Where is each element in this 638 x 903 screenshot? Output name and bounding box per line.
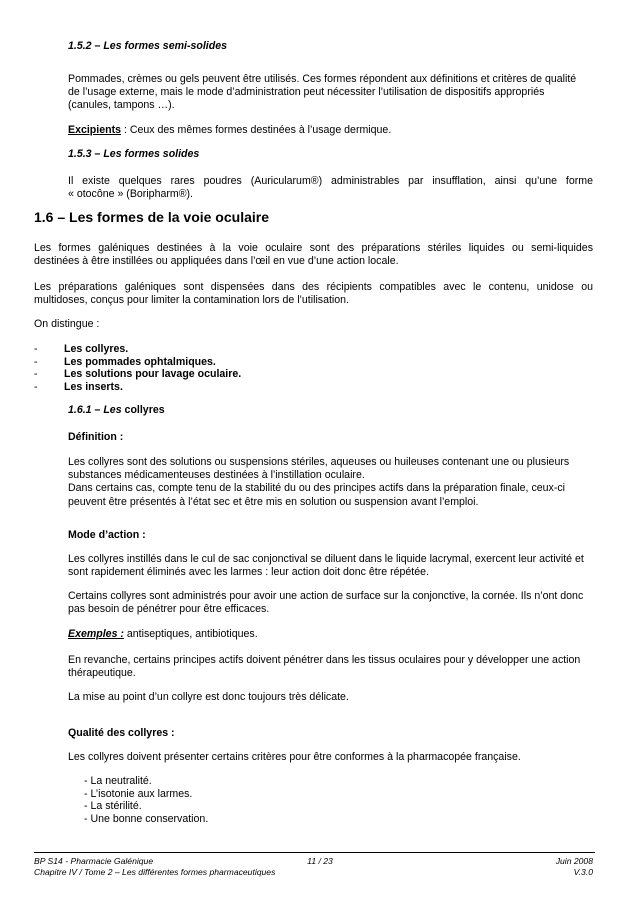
paragraph-examples — [68, 628, 593, 641]
footer-version: V.3.0 — [573, 867, 593, 877]
quality-intro: Les collyres doivent présenter certains critères pour être conformes à la pharmacopée française. — [68, 751, 521, 763]
text-line: Les préparations galéniques sont dispensées dans des récipients compatibles avec le contenu, unidose ou — [34, 281, 593, 293]
text-line: Les formes galéniques destinées à la voie oculaire sont des préparations stériles liquides ou semi-liquides — [34, 242, 593, 254]
text-line: Les collyres sont des solutions ou suspensions stériles, aqueuses ou huileuses contenant une ou plusieurs — [68, 456, 570, 468]
list-item: - La neutralité. — [84, 775, 152, 787]
heading-prefix: 1.6.1 – Les — [68, 404, 122, 416]
distinguish-text: On distingue : — [34, 318, 100, 330]
section-heading-1-6: 1.6 – Les formes de la voie oculaire — [34, 209, 269, 225]
list-item: - Une bonne conservation. — [84, 812, 209, 825]
text-line: multidoses, conçus pour limiter la contamination lors de l’utilisation. — [34, 294, 350, 307]
footer-divider — [34, 852, 595, 853]
quality-list — [84, 775, 208, 825]
text-line: Certains collyres sont administrés pour avoir une action de surface sur la conjonctive, la cornée. Ils n’ont donc — [68, 590, 584, 602]
list-item — [34, 343, 434, 356]
heading-1-6-1 — [68, 404, 593, 417]
paragraph-mode-4: La mise au point d’un collyre est donc toujours très délicate. — [68, 691, 349, 703]
paragraph-mode-1 — [68, 553, 593, 579]
dash-bullet: - — [34, 368, 38, 381]
footer-chapter: Chapitre IV / Tome 2 – Les différentes formes pharmaceutiques — [34, 867, 276, 877]
examples-label: Exemples : — [68, 628, 124, 640]
paragraph-voie-oculaire-1 — [34, 242, 593, 268]
text-line: En revanche, certains principes actifs doivent pénétrer dans les tissus oculaires pour y développer une action — [68, 654, 581, 666]
forms-list — [34, 343, 434, 393]
examples-text: antiseptiques, antibiotiques. — [123, 628, 258, 640]
text-line: (canules, tampons …). — [68, 99, 175, 112]
text-line: Les collyres instillés dans le cul de sac conjonctival se diluent dans le liquide lacrymal, exercent leur activité et — [68, 553, 584, 565]
text-line: de l’usage externe, mais le mode d’administration peut nécessiter l’utilisation de dispositifs appropriés — [68, 86, 545, 99]
text-line: thérapeutique. — [68, 667, 136, 680]
text-line: Pommades, crèmes ou gels peuvent être utilisés. Ces formes répondent aux définitions et critères de qualité — [68, 73, 577, 85]
list-item — [34, 368, 434, 381]
list-item — [34, 356, 434, 369]
text-line: peuvent être présentés à l’état sec et être mis en solution ou suspension avant l’emploi. — [68, 495, 479, 508]
text-line: substances médicamenteuses destinées à l’instillation oculaire. — [68, 469, 365, 482]
footer-left — [34, 856, 275, 878]
text-line: Dans certains cas, compte tenu de la stabilité du ou des principes actifs dans la préparation finale, ceux-ci — [68, 482, 566, 495]
dash-bullet: - — [34, 355, 38, 368]
paragraph-voie-oculaire-2 — [34, 281, 593, 307]
excipients-text: : Ceux des mêmes formes destinées à l’usage dermique. — [121, 124, 392, 136]
paragraph-excipients — [68, 124, 593, 137]
list-item-text: Les pommades ophtalmiques. — [64, 355, 216, 368]
paragraph-definition — [68, 456, 593, 509]
mode-action-label: Mode d’action : — [68, 529, 146, 541]
footer-right — [495, 856, 593, 878]
heading-1-5-3: 1.5.3 – Les formes solides — [68, 148, 200, 160]
footer-course: BP S14 - Pharmacie Galénique — [34, 856, 154, 866]
heading-rest: collyres — [121, 404, 165, 416]
text-line: sont rapidement éliminés avec les larmes : leur action doit donc être répétée. — [68, 566, 429, 579]
heading-1-5-2: 1.5.2 – Les formes semi-solides — [68, 40, 227, 52]
dash-bullet: - — [34, 343, 38, 355]
footer-date: Juin 2008 — [555, 856, 593, 866]
list-item: - L’isotonie aux larmes. — [84, 787, 193, 800]
excipients-label: Excipients — [68, 124, 121, 136]
list-item-text: Les solutions pour lavage oculaire. — [64, 368, 242, 381]
text-line: « otocône » (Boripharm®). — [68, 188, 193, 201]
paragraph-solides — [68, 175, 593, 201]
quality-label: Qualité des collyres : — [68, 727, 175, 739]
dash-bullet: - — [34, 380, 38, 393]
definition-label: Définition : — [68, 431, 124, 443]
paragraph-semi-solides — [68, 73, 593, 113]
page-number: 11 / 23 — [307, 856, 333, 866]
paragraph-mode-3 — [68, 654, 593, 680]
text-line: pas besoin de pénétrer pour être efficaces. — [68, 603, 270, 616]
list-item-text: Les inserts. — [64, 380, 123, 393]
list-item-text: Les collyres. — [64, 343, 129, 355]
list-item — [34, 381, 434, 394]
text-line: destinées à être instillées ou appliquées dans l’œil en vue d’une action locale. — [34, 255, 399, 268]
paragraph-mode-2 — [68, 590, 593, 616]
list-item: - La stérilité. — [84, 800, 142, 813]
text-line: Il existe quelques rares poudres (Auricularum®) administrables par insufflation, ainsi qu’une forme — [68, 175, 593, 187]
